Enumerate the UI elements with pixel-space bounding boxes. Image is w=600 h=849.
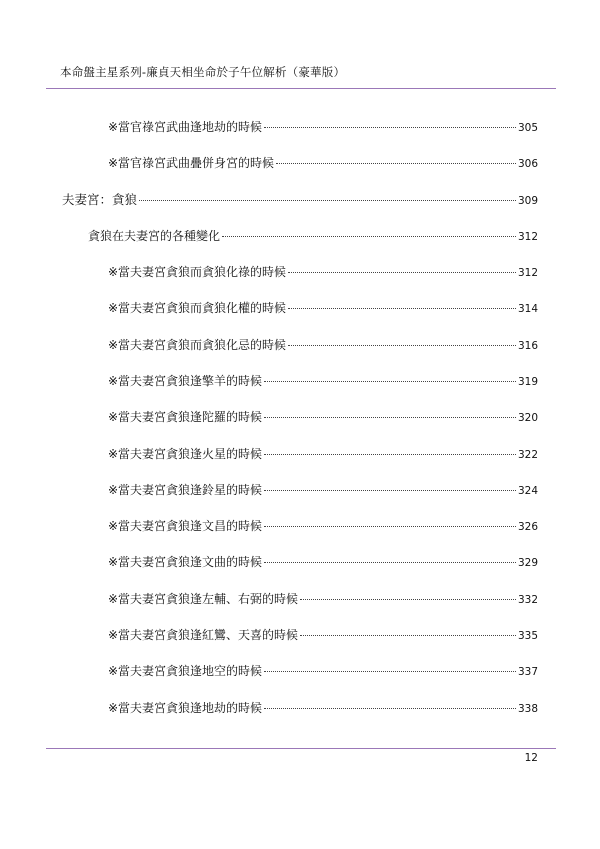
toc-page-number: 326 [517,521,538,533]
dot-leader [222,236,516,237]
toc-entry-title: ※當夫妻宮貪狼逢地劫的時候 [108,701,263,715]
toc-page-number: 306 [517,158,538,170]
running-header-title: 本命盤主星系列-廉貞天相坐命於子午位解析（豪華版） [60,65,346,79]
toc-entry-title: ※當夫妻宮貪狼逢地空的時候 [108,664,263,678]
toc-entry-title: ※當夫妻宮貪狼逢文曲的時候 [108,555,263,569]
toc-entry[interactable] [108,481,538,497]
toc-page-number: 312 [517,231,538,243]
toc-entry[interactable] [108,517,538,533]
toc-entry-title: ※當夫妻宮貪狼而貪狼化祿的時候 [108,265,287,279]
toc-entry-title: ※當夫妻宮貪狼逢擎羊的時候 [108,374,263,388]
toc-page-number: 338 [517,703,538,715]
toc-entry[interactable] [108,408,538,424]
dot-leader [264,417,516,418]
toc-entry[interactable] [108,445,538,461]
dot-leader [264,526,516,527]
toc-entry[interactable] [108,626,538,642]
footer-divider [46,748,556,749]
page-number: 12 [524,752,538,764]
toc-entry-title: ※當夫妻宮貪狼而貪狼化忌的時候 [108,338,287,352]
dot-leader [288,308,516,309]
dot-leader [300,635,516,636]
toc-entry-title: ※當夫妻宮貪狼逢陀羅的時候 [108,410,263,424]
toc-entry[interactable] [108,699,538,715]
dot-leader [264,381,516,382]
toc-entry[interactable] [108,263,538,279]
toc-entry[interactable] [108,662,538,678]
toc-chapter-entry[interactable] [62,190,538,206]
toc-entry-title: ※當官祿宮武曲逢地劫的時候 [108,120,263,134]
toc-entry[interactable] [108,154,538,170]
dot-leader [288,272,516,273]
toc-page-number: 335 [517,630,538,642]
toc-entry-title: ※當夫妻宮貪狼逢左輔、右弼的時候 [108,592,299,606]
toc-entry[interactable] [108,590,538,606]
toc-entry-title: ※當夫妻宮貪狼逢火星的時候 [108,447,263,461]
dot-leader [264,708,516,709]
toc-entry-title: 貪狼在夫妻宮的各種變化 [88,229,221,243]
toc-page-number: 337 [517,666,538,678]
header-divider [46,88,556,89]
dot-leader [264,127,516,128]
dot-leader [264,562,516,563]
toc-entry-title: ※當夫妻宮貪狼而貪狼化權的時候 [108,301,287,315]
dot-leader [139,200,516,201]
dot-leader [288,345,516,346]
toc-page-number: 320 [517,412,538,424]
toc-entry-title: ※當夫妻宮貪狼逢紅鸞、天喜的時候 [108,628,299,642]
dot-leader [300,599,516,600]
toc-page-number: 309 [517,195,538,207]
toc-page-number: 319 [517,376,538,388]
toc-entry[interactable] [108,553,538,569]
toc-entry[interactable] [108,299,538,315]
toc-page-number: 314 [517,303,538,315]
toc-entry-title: ※當夫妻宮貪狼逢文昌的時候 [108,519,263,533]
toc-entry-title: 夫妻宮：貪狼 [62,192,138,207]
toc-entry[interactable] [108,372,538,388]
toc-entry[interactable] [108,118,538,134]
toc-entry-title: ※當官祿宮武曲疊併身宮的時候 [108,156,275,170]
toc-page-number: 332 [517,594,538,606]
toc-page-number: 312 [517,267,538,279]
toc-entry[interactable] [108,336,538,352]
toc-entry-title: ※當夫妻宮貪狼逢鈴星的時候 [108,483,263,497]
toc-section-entry[interactable] [88,227,538,243]
dot-leader [264,454,516,455]
toc-page-number: 316 [517,340,538,352]
toc-page-number: 305 [517,122,538,134]
toc-page-number: 329 [517,557,538,569]
dot-leader [264,490,516,491]
toc-page-number: 322 [517,449,538,461]
dot-leader [264,671,516,672]
toc-page-number: 324 [517,485,538,497]
dot-leader [276,163,516,164]
